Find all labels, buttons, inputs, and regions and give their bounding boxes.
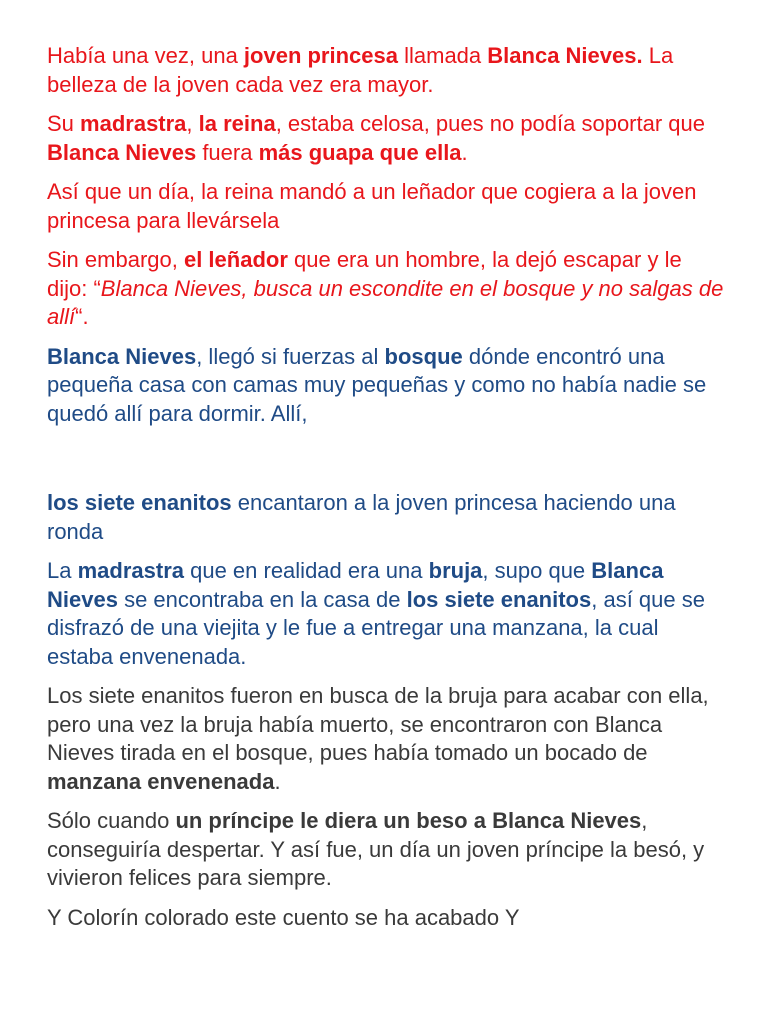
text-run: “. (75, 304, 89, 329)
bold-text: madrastra (80, 111, 187, 136)
paragraph (47, 246, 728, 332)
text-run: que era un hombre, la dejó escapar y le dijo: “ (47, 247, 682, 301)
text-run: Había una vez, una (47, 43, 244, 68)
text-run: que en realidad era una (183, 558, 429, 583)
bold-text: madrastra (77, 558, 184, 583)
bold-text: Blanca Nieves (47, 139, 197, 165)
text-run: . (274, 768, 281, 794)
text-run: La belleza de la joven cada vez era mayor. (47, 43, 674, 97)
bold-text: los siete enanitos (47, 490, 232, 515)
paragraph (47, 904, 728, 933)
text-run: . (461, 139, 468, 165)
italic-text: Blanca Nieves, busca un escondite en el bosque y no salgas de allí (47, 275, 724, 329)
paragraph (47, 557, 728, 671)
paragraph-spacer (47, 439, 728, 489)
text-run: dónde encontró una pequeña casa con camas muy pequeñas y como no había nadie se quedó allí para dormir. Allí, (47, 343, 707, 426)
text-run: , llegó si fuerzas al (196, 343, 385, 369)
text-run: Así que un día, la reina mandó a un leñador que cogiera a la joven princesa para llevársela (47, 179, 697, 233)
bold-text: un príncipe le diera un beso a Blanca Nieves (175, 808, 642, 833)
paragraph (47, 682, 728, 796)
bold-text: Blanca Nieves (47, 343, 197, 369)
text-run: Su (47, 111, 81, 136)
paragraph (47, 489, 728, 546)
text-run: Sin embargo, (47, 247, 184, 272)
paragraph (47, 178, 728, 235)
text-run: , conseguiría despertar. Y así fue, un día un joven príncipe la besó, y vivieron felices para siempre. (47, 808, 705, 890)
paragraph (47, 42, 728, 99)
bold-text: Blanca Nieves. (487, 43, 643, 68)
bold-text: bruja (428, 558, 483, 583)
paragraph (47, 110, 728, 167)
text-run: , así que se disfrazó de una viejita y le fue a entregar una manzana, la cual estaba envenenada. (47, 586, 705, 669)
text-run: La (47, 558, 78, 583)
story-text (47, 42, 728, 932)
bold-text: el leñador (183, 247, 288, 272)
bold-text: Blanca Nieves (47, 558, 664, 612)
text-run: fuera (196, 139, 259, 165)
text-run: se encontraba en la casa de (117, 586, 407, 612)
paragraph (47, 807, 728, 893)
text-run: Y Colorín colorado este cuento se ha acabado Y (47, 904, 520, 930)
text-run: , estaba celosa, pues no podía soportar que (275, 111, 706, 136)
bold-text: más guapa que ella (258, 139, 462, 165)
text-run: Sólo cuando (47, 808, 176, 833)
paragraph (47, 343, 728, 429)
bold-text: bosque (384, 343, 463, 369)
text-run: Los siete enanitos fueron en busca de la bruja para acabar con ella, pero una vez la bruja había muerto, se encontraron con Blanca Nieves tirada en el bosque, pues había tomado un bocado de (47, 683, 709, 765)
text-run: , (186, 111, 199, 136)
text-run: encantaron a la joven princesa haciendo una ronda (47, 490, 676, 544)
text-run: llamada (398, 43, 488, 68)
text-run: , supo que (482, 558, 592, 583)
bold-text: joven princesa (243, 43, 398, 68)
bold-text: la reina (198, 111, 276, 136)
bold-text: manzana envenenada (47, 768, 275, 794)
bold-text: los siete enanitos (406, 586, 592, 612)
